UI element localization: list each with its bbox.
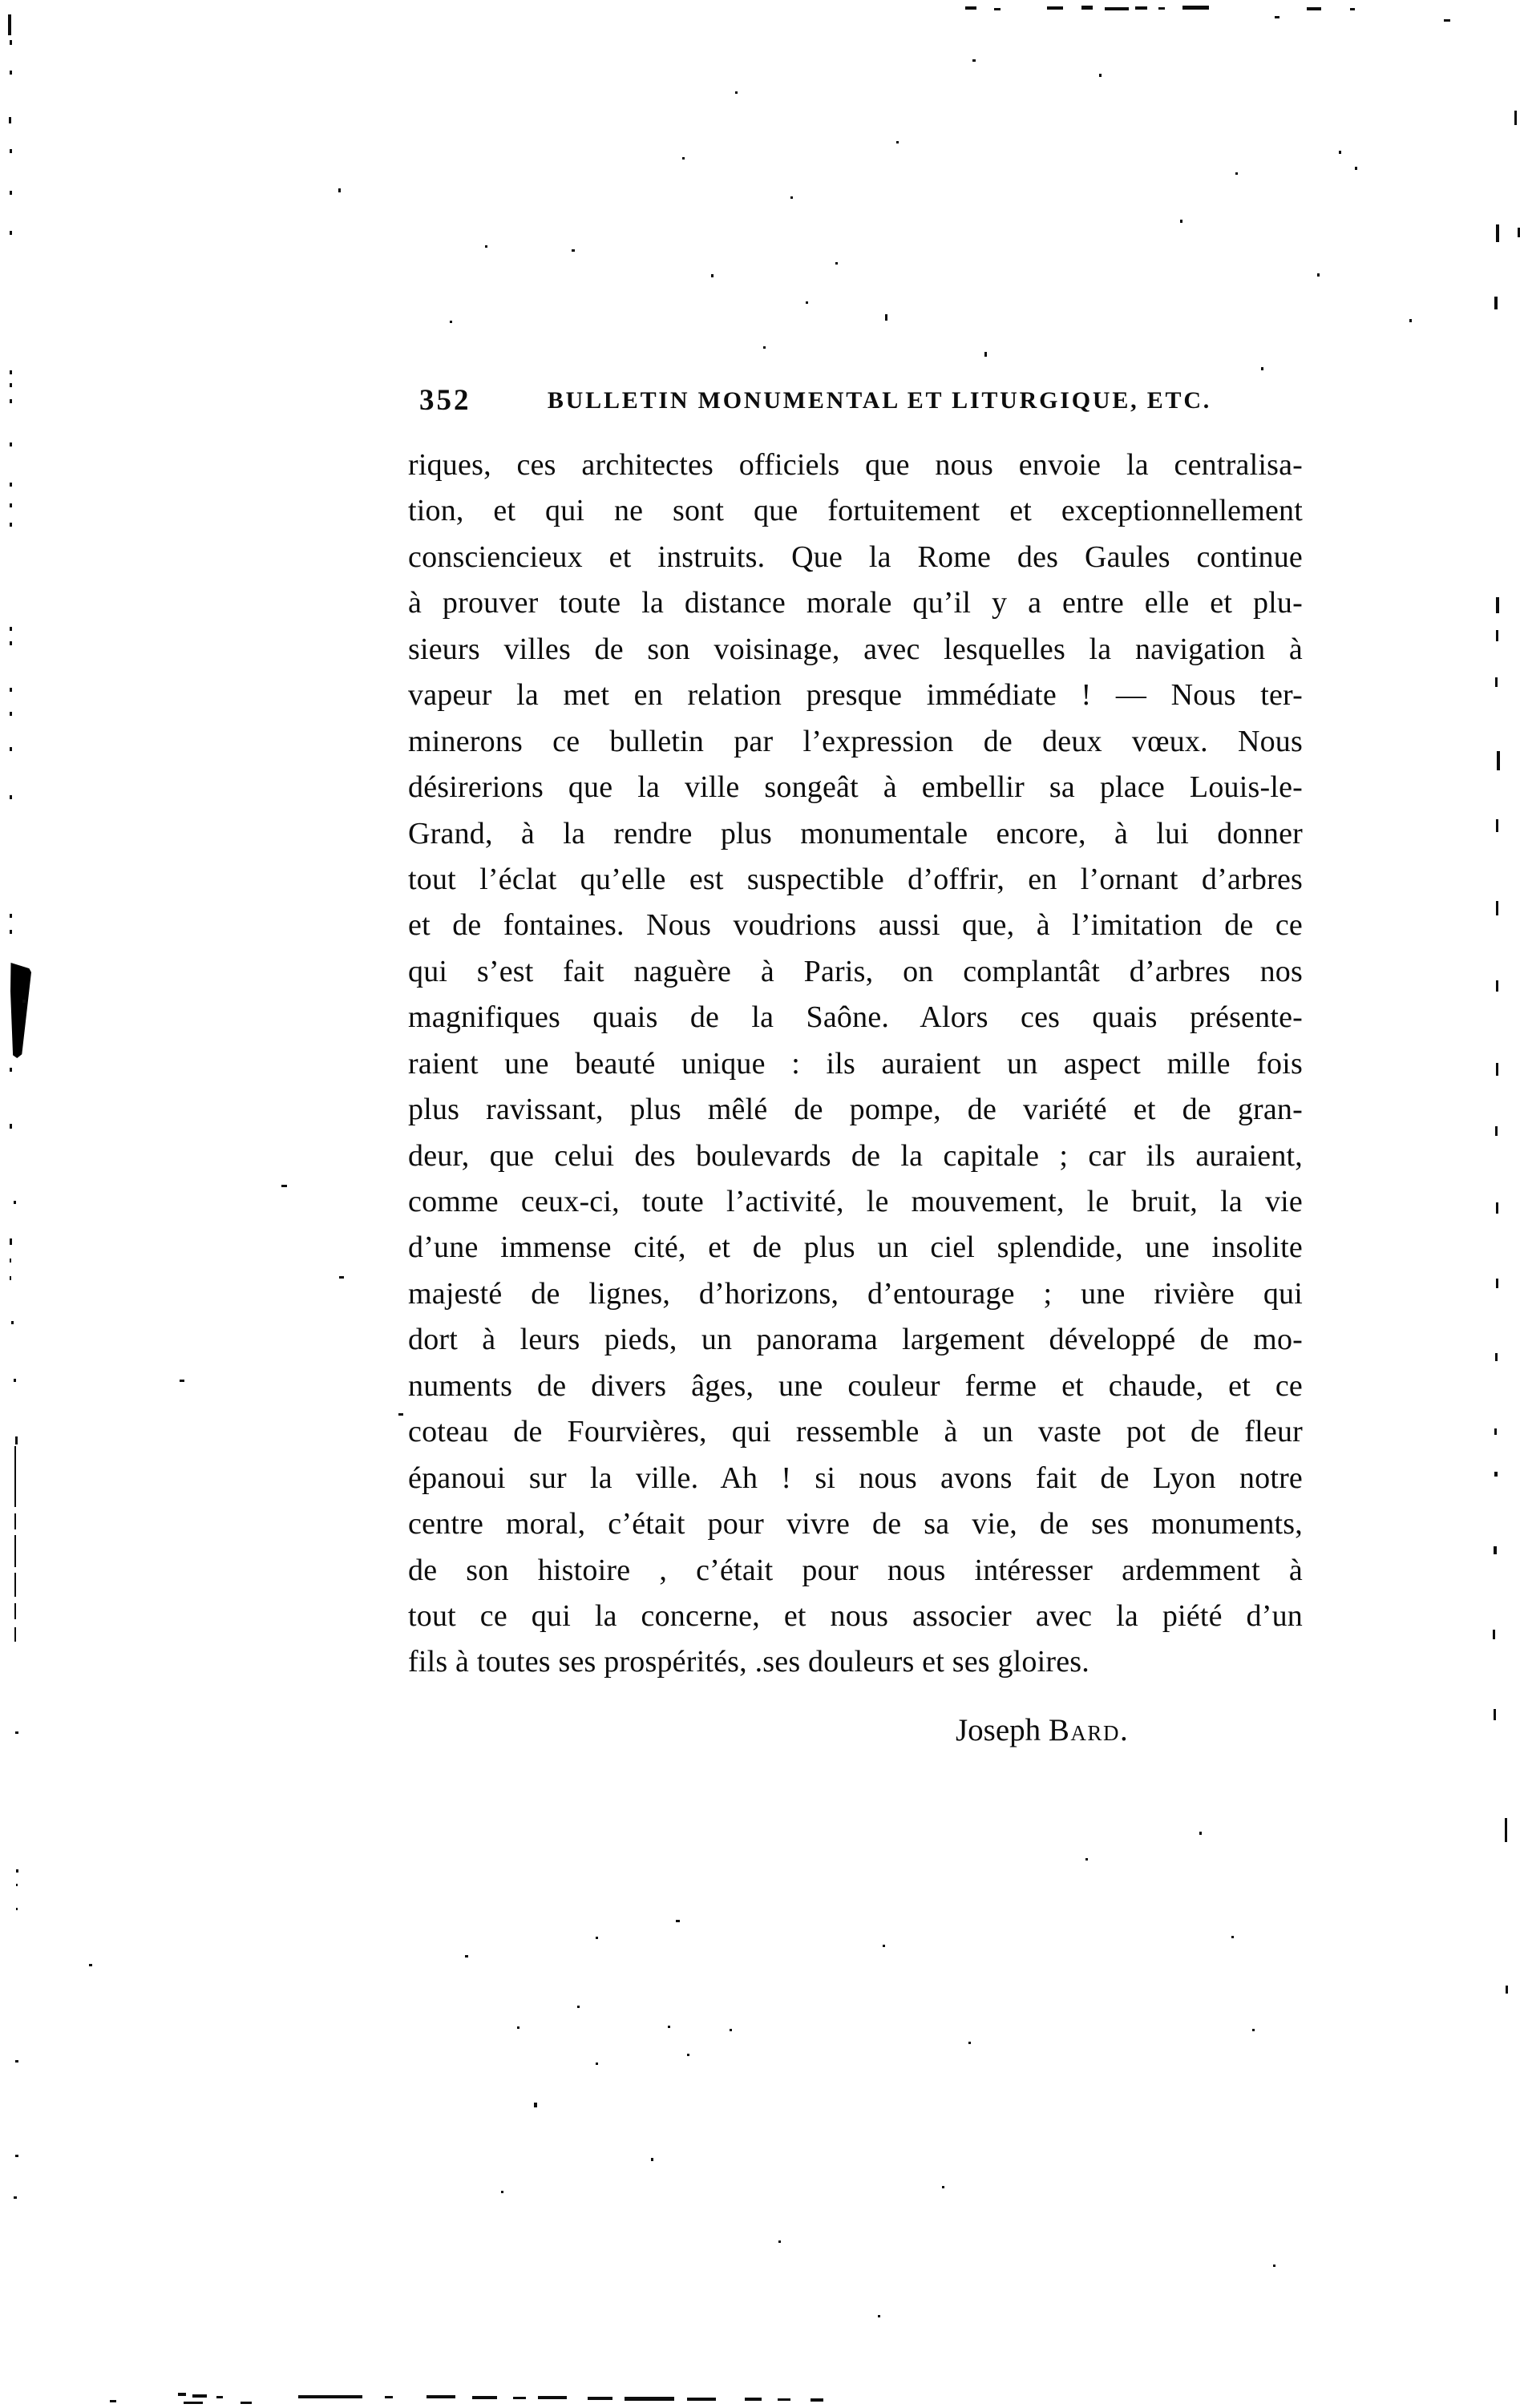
text-line: tion, et qui ne sont que fortuitement et exceptionnellement <box>408 494 1303 528</box>
text-line: consciencieux et instruits. Que la Rome des Gaules continue <box>408 539 1303 574</box>
scan-speck <box>9 117 11 123</box>
scan-speck <box>14 1573 16 1597</box>
text-line: numents de divers âges, une couleur ferme et chaude, et ce <box>408 1368 1303 1403</box>
scan-speck <box>1496 597 1499 613</box>
scan-speck <box>1182 6 1209 10</box>
scan-speck <box>1275 16 1279 18</box>
scan-speck <box>687 2398 716 2401</box>
scan-speck <box>1496 1202 1498 1214</box>
author-first-name: Joseph <box>956 1713 1049 1747</box>
scan-speck <box>10 71 12 75</box>
scan-speck <box>806 301 808 304</box>
scan-speck <box>1494 1709 1496 1720</box>
scan-speck <box>10 383 12 387</box>
body-text <box>408 442 1303 1686</box>
text-line: plus ravissant, plus mêlé de pompe, de variété et de gran- <box>408 1093 1303 1127</box>
text-line: tout ce qui la concerne, et nous associer avec la piété d’un <box>408 1598 1303 1633</box>
scan-speck <box>1047 6 1063 10</box>
scan-speck <box>11 1321 14 1324</box>
text-line: désirerions que la ville songeât à embellir sa place Louis-le- <box>408 770 1303 805</box>
scan-speck <box>10 747 12 751</box>
scan-speck <box>10 627 12 631</box>
text-line: de son histoire , c’était pour nous intéresser ardemment à <box>408 1553 1303 1587</box>
text-line: centre moral, c’était pour vivre de sa vie, de ses monuments, <box>408 1507 1303 1541</box>
scan-speck <box>192 2394 207 2398</box>
scan-speck <box>10 231 12 235</box>
scan-speck <box>10 1238 12 1245</box>
scan-speck <box>878 2315 880 2317</box>
scan-speck <box>10 40 12 45</box>
scan-speck <box>14 1603 16 1619</box>
scan-speck <box>241 2402 252 2404</box>
scan-speck <box>10 523 12 527</box>
scan-speck <box>1496 1279 1498 1288</box>
scan-speck <box>1444 19 1450 22</box>
scan-speck <box>588 2397 612 2400</box>
text-line: d’une immense cité, et de plus un ciel splendide, une insolite <box>408 1230 1303 1265</box>
scan-speck <box>15 2155 18 2157</box>
scan-speck <box>10 370 12 374</box>
scan-speck <box>338 188 341 192</box>
scan-speck <box>485 245 487 248</box>
scan-speck <box>1494 1428 1497 1435</box>
scan-speck <box>1355 167 1357 170</box>
text-line: qui s’est fait naguère à Paris, on complantât d’arbres nos <box>408 954 1303 988</box>
scan-speck <box>10 1068 12 1072</box>
scan-speck <box>10 483 12 487</box>
scan-speck <box>10 191 12 195</box>
scan-speck <box>398 1413 403 1416</box>
scan-speck <box>1496 1063 1498 1076</box>
scan-speck <box>1496 819 1498 832</box>
scan-speck <box>1496 630 1498 641</box>
scan-speck <box>778 2240 781 2243</box>
scan-speck <box>1252 2029 1255 2031</box>
scan-speck <box>1505 1818 1507 1842</box>
scan-speck <box>984 352 987 357</box>
scan-speck <box>10 1259 11 1263</box>
text-line: coteau de Fourvières, qui ressemble à un vaste pot de fleur <box>408 1415 1303 1449</box>
scan-speck <box>15 2060 18 2063</box>
scan-speck <box>298 2395 362 2398</box>
scan-speck <box>676 1920 680 1922</box>
scan-speck <box>1495 677 1498 687</box>
scan-speck <box>1099 74 1102 77</box>
scan-speck <box>1235 172 1238 175</box>
scan-speck <box>896 141 899 143</box>
scan-speck <box>180 1380 184 1382</box>
scan-speck <box>14 1201 16 1204</box>
scan-speck <box>1231 1936 1234 1938</box>
scan-speck <box>14 2196 17 2199</box>
scan-speck <box>577 2006 580 2008</box>
scan-speck <box>385 2396 393 2398</box>
scan-speck <box>625 2397 674 2401</box>
scan-speck <box>10 795 12 799</box>
scan-speck <box>14 1446 16 1507</box>
scan-speck <box>968 2042 971 2044</box>
scan-speck <box>1506 1986 1508 1994</box>
scan-speck <box>89 1964 92 1966</box>
scan-speck <box>1317 273 1320 277</box>
scan-speck <box>1494 1472 1498 1477</box>
scan-speck <box>942 2186 944 2188</box>
scan-speck <box>596 1937 598 1939</box>
scan-speck <box>426 2395 455 2398</box>
text-line: à prouver toute la distance morale qu’il y a entre elle et plu- <box>408 586 1303 620</box>
scan-speck <box>517 2026 519 2029</box>
scan-speck <box>1496 980 1498 992</box>
author-surname: Bard. <box>1048 1713 1130 1747</box>
ink-blot <box>10 963 31 1058</box>
scan-speck <box>1339 151 1341 154</box>
text-line: épanoui sur la ville. Ah ! si nous avons fait de Lyon notre <box>408 1461 1303 1495</box>
scan-speck <box>15 1436 18 1444</box>
scan-speck <box>339 1276 344 1279</box>
scan-speck <box>885 314 887 321</box>
scan-speck <box>778 2398 790 2401</box>
scan-speck <box>14 1379 16 1382</box>
scan-speck <box>472 2396 497 2399</box>
scan-speck <box>501 2191 503 2193</box>
scan-speck <box>1495 1353 1498 1361</box>
page-header <box>408 383 1303 423</box>
page-number: 352 <box>419 384 471 417</box>
text-line: tout l’éclat qu’elle est suspectible d’offrir, en l’ornant d’arbres <box>408 862 1303 896</box>
scan-speck <box>538 2396 567 2399</box>
scan-speck <box>10 442 12 446</box>
scan-speck <box>10 930 12 934</box>
scan-speck <box>281 1185 287 1187</box>
text-line: vapeur la met en relation presque immédiate ! — Nous ter- <box>408 678 1303 713</box>
author-signature <box>956 1706 1129 1755</box>
text-line: fils à toutes ses prospérités, .ses douleurs et ses gloires. <box>408 1645 1089 1679</box>
scan-speck <box>1307 7 1321 10</box>
text-line: deur, que celui des boulevards de la capitale ; car ils auraient, <box>408 1138 1303 1173</box>
scan-speck <box>8 14 11 35</box>
scan-speck <box>10 712 12 716</box>
text-line: dort à leurs pieds, un panorama largement développé de mo- <box>408 1323 1303 1357</box>
scan-speck <box>1494 1546 1497 1554</box>
text-line: raient une beauté unique : ils auraient un aspect mille fois <box>408 1046 1303 1081</box>
scan-speck <box>14 1535 16 1567</box>
scan-speck <box>735 91 738 94</box>
scan-speck <box>711 274 714 277</box>
text-line: et de fontaines. Nous voudrions aussi que, à l’imitation de ce <box>408 908 1303 943</box>
scan-speck <box>1199 1832 1202 1835</box>
scan-speck <box>1497 751 1500 770</box>
text-line: Grand, à la rendre plus monumentale encore, à lui donner <box>408 816 1303 850</box>
scan-speck <box>835 262 838 265</box>
scan-speck <box>450 321 452 323</box>
scan-speck <box>10 1276 11 1280</box>
scan-speck <box>972 59 976 62</box>
scan-speck <box>15 1731 18 1734</box>
scan-speck <box>216 2396 223 2398</box>
scan-speck <box>10 914 12 918</box>
scan-speck <box>534 2103 537 2107</box>
scan-speck <box>682 157 685 160</box>
text-line: riques, ces architectes officiels que nous envoie la centralisa- <box>408 448 1303 482</box>
scan-speck <box>10 149 12 153</box>
text-line: sieurs villes de son voisinage, avec lesquelles la navigation à <box>408 632 1303 666</box>
scan-speck <box>1273 2265 1275 2267</box>
scan-speck <box>1350 8 1355 10</box>
scan-speck <box>1135 6 1147 10</box>
scan-speck <box>16 1869 18 1873</box>
scan-speck <box>811 2398 823 2402</box>
scan-speck <box>1496 224 1499 242</box>
text-line: majesté de lignes, d’horizons, d’entourage ; une rivière qui <box>408 1276 1303 1311</box>
scan-speck <box>790 196 793 199</box>
scan-speck <box>994 8 1001 10</box>
scan-speck <box>1105 7 1129 10</box>
scan-speck <box>14 1627 16 1642</box>
scan-speck <box>16 1908 18 1910</box>
scan-speck <box>1493 1630 1495 1639</box>
scan-speck <box>10 503 12 507</box>
scan-speck <box>1081 6 1093 10</box>
scan-speck <box>1494 297 1498 309</box>
scan-speck <box>10 641 12 645</box>
scan-speck <box>1495 1126 1498 1136</box>
scan-speck <box>184 2402 203 2404</box>
scan-speck <box>965 6 976 10</box>
text-line: minerons ce bulletin par l’expression de deux vœux. Nous <box>408 724 1303 758</box>
scan-speck <box>1180 220 1182 223</box>
scan-speck <box>465 1955 468 1958</box>
scan-speck <box>1409 319 1412 322</box>
scan-speck <box>745 2398 762 2401</box>
scan-speck <box>572 249 575 252</box>
scan-speck <box>596 2063 598 2065</box>
scan-speck <box>10 399 12 403</box>
scan-speck <box>1496 901 1498 915</box>
scan-speck <box>668 2026 670 2028</box>
scan-speck <box>513 2397 526 2399</box>
scan-speck <box>22 1000 26 1003</box>
scan-speck <box>178 2393 186 2396</box>
scan-speck <box>10 1124 12 1129</box>
scan-speck <box>730 2029 732 2031</box>
scan-speck <box>1158 7 1165 10</box>
scan-speck <box>883 1945 885 1947</box>
scan-speck <box>1514 111 1517 125</box>
scan-speck <box>651 2158 653 2161</box>
text-line: comme ceux-ci, toute l’activité, le mouvement, le bruit, la vie <box>408 1185 1303 1218</box>
scan-speck <box>14 1513 16 1529</box>
scan-speck <box>110 2400 116 2402</box>
scan-speck <box>10 688 12 692</box>
scan-speck <box>763 346 766 349</box>
scan-speck <box>16 1884 18 1886</box>
text-line: magnifiques quais de la Saône. Alors ces quais présente- <box>408 1000 1303 1035</box>
scan-speck <box>687 2054 689 2056</box>
scan-speck <box>1085 1858 1088 1861</box>
scan-speck <box>1261 367 1263 370</box>
running-title: BULLETIN MONUMENTAL ET LITURGIQUE, ETC. <box>547 387 1212 414</box>
